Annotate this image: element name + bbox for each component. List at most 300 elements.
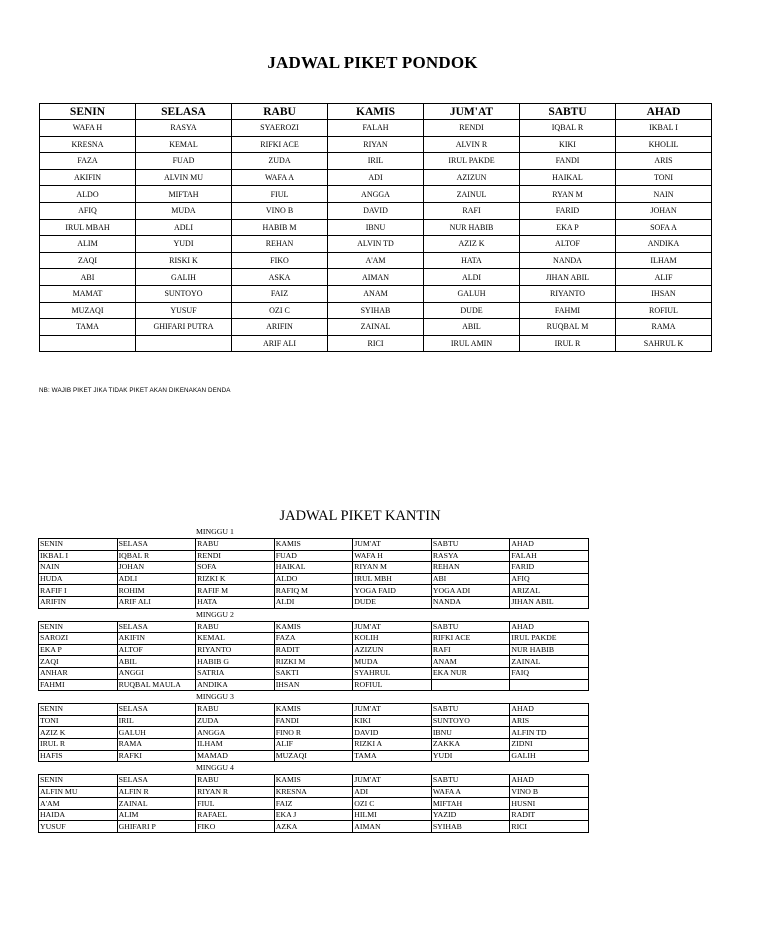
table-cell: NANDA (520, 252, 616, 269)
table-cell: ARIF ALI (117, 596, 196, 608)
table-cell: HAIDA (39, 809, 118, 821)
table-cell: ILHAM (196, 738, 275, 750)
table-cell: ANGGA (328, 186, 424, 203)
table-cell: JUM'AT (353, 704, 432, 716)
table-row (40, 202, 712, 219)
table-cell: SYIHAB (431, 821, 510, 833)
table-cell: MUZAQI (274, 750, 353, 762)
table-cell: ZAINUL (424, 186, 520, 203)
table-cell: ALVIN R (424, 136, 520, 153)
table-cell: AZIZ K (424, 236, 520, 253)
table-cell: FUAD (274, 550, 353, 562)
table-row (39, 539, 589, 551)
table-cell: TAMA (353, 750, 432, 762)
table-cell: RUQBAL MAULA (117, 679, 196, 691)
table-cell: ASKA (232, 269, 328, 286)
table-cell: KHOLIL (616, 136, 712, 153)
table-cell: FIKO (232, 252, 328, 269)
table-cell: FINO R (274, 727, 353, 739)
table-cell: IKBAL I (616, 120, 712, 137)
table-cell: RIFKI ACE (431, 633, 510, 645)
table-cell: AKIFIN (117, 633, 196, 645)
table-cell: SATRIA (196, 667, 275, 679)
table-cell: ROHIM (117, 585, 196, 597)
table-cell: IRUL MBH (353, 573, 432, 585)
table-row (39, 679, 589, 691)
table-cell: YUSUF (136, 302, 232, 319)
table-cell: AIMAN (328, 269, 424, 286)
table-row (39, 633, 589, 645)
table-cell: KEMAL (136, 136, 232, 153)
table-cell: YOGA ADI (431, 585, 510, 597)
table-cell: HAIKAL (520, 169, 616, 186)
table-cell: DAVID (328, 202, 424, 219)
pondok-header-row (40, 104, 712, 120)
table-cell: ADLI (136, 219, 232, 236)
table-cell (136, 335, 232, 352)
table-row (39, 821, 589, 833)
table-cell: SAROZI (39, 633, 118, 645)
table-row (39, 573, 589, 585)
table-cell: SAHRUL K (616, 335, 712, 352)
table-cell: WAFA H (40, 120, 136, 137)
table-cell: ZAKKA (431, 738, 510, 750)
table-cell: VINO B (232, 202, 328, 219)
table-row (39, 727, 589, 739)
table-cell: RAMA (616, 319, 712, 336)
table-cell: RAFI (431, 644, 510, 656)
table-cell: HABIB M (232, 219, 328, 236)
table-cell: ANHAR (39, 667, 118, 679)
table-cell: JIHAN ABIL (510, 596, 589, 608)
table-cell: TONI (39, 715, 118, 727)
table-row (39, 644, 589, 656)
table-cell: MAMAD (196, 750, 275, 762)
table-cell: FIKO (196, 821, 275, 833)
table-cell: WAFA H (353, 550, 432, 562)
table-cell: GHIFARI PUTRA (136, 319, 232, 336)
table-row (39, 704, 589, 716)
table-cell: RIZKI K (196, 573, 275, 585)
day-header: SENIN (40, 104, 136, 120)
table-row (40, 269, 712, 286)
table-cell: RIYAN R (196, 786, 275, 798)
table-cell: SELASA (117, 775, 196, 787)
table-cell: TONI (616, 169, 712, 186)
table-cell: ALDO (274, 573, 353, 585)
week-table (38, 703, 589, 762)
week-table (38, 538, 589, 609)
table-row (39, 562, 589, 574)
table-cell: SABTU (431, 621, 510, 633)
table-cell: AZIZUN (353, 644, 432, 656)
table-cell: RIYANTO (196, 644, 275, 656)
table-cell: AIMAN (353, 821, 432, 833)
table-cell: IKBAL I (39, 550, 118, 562)
day-header: KAMIS (328, 104, 424, 120)
table-cell: RISKI K (136, 252, 232, 269)
table-cell: KOLIH (353, 633, 432, 645)
table-cell: JIHAN ABIL (520, 269, 616, 286)
table-cell: ALTOF (520, 236, 616, 253)
table-cell: IRIL (117, 715, 196, 727)
table-cell: FAIZ (232, 285, 328, 302)
table-cell: HATA (196, 596, 275, 608)
table-cell: SELASA (117, 539, 196, 551)
table-cell: SABTU (431, 775, 510, 787)
table-cell: ABIL (424, 319, 520, 336)
table-cell: MUDA (353, 656, 432, 668)
table-cell: ALFIN MU (39, 786, 118, 798)
table-cell: AHAD (510, 539, 589, 551)
table-cell: SABTU (431, 704, 510, 716)
table-cell: ALIF (274, 738, 353, 750)
table-cell: ALDO (40, 186, 136, 203)
table-cell: HABIB G (196, 656, 275, 668)
table-row (39, 596, 589, 608)
table-cell: IBNU (431, 727, 510, 739)
table-cell: IBNU (328, 219, 424, 236)
table-cell: DAVID (353, 727, 432, 739)
table-row (40, 302, 712, 319)
table-row (39, 786, 589, 798)
table-cell: KAMIS (274, 539, 353, 551)
table-cell: ZUDA (232, 153, 328, 170)
table-cell: SYAHRUL (353, 667, 432, 679)
table-cell: AKIFIN (40, 169, 136, 186)
table-cell: FAIZ (274, 798, 353, 810)
table-cell: RABU (196, 704, 275, 716)
table-cell: ABIL (117, 656, 196, 668)
table-cell: SELASA (117, 621, 196, 633)
table-cell: NUR HABIB (424, 219, 520, 236)
table-cell: SELASA (117, 704, 196, 716)
table-cell: ALIF (616, 269, 712, 286)
table-cell (431, 679, 510, 691)
table-cell: ZAQI (39, 656, 118, 668)
table-cell: RIFKI ACE (232, 136, 328, 153)
table-cell: SOFA A (616, 219, 712, 236)
table-cell: ANAM (431, 656, 510, 668)
table-cell: KAMIS (274, 621, 353, 633)
table-row (40, 136, 712, 153)
table-cell: GALUH (117, 727, 196, 739)
table-cell: AHAD (510, 621, 589, 633)
table-cell: ANAM (328, 285, 424, 302)
table-cell: IQBAL R (520, 120, 616, 137)
table-cell: HUDA (39, 573, 118, 585)
table-cell: ALIM (117, 809, 196, 821)
table-cell: RYAN M (520, 186, 616, 203)
table-cell: RASYA (136, 120, 232, 137)
table-cell: JOHAN (117, 562, 196, 574)
table-cell: FAHMI (520, 302, 616, 319)
table-cell: RUQBAL M (520, 319, 616, 336)
table-cell: ROFIUL (616, 302, 712, 319)
table-cell: FALAH (510, 550, 589, 562)
table-cell: FUAD (136, 153, 232, 170)
table-cell: KIKI (520, 136, 616, 153)
table-cell: YOGA FAID (353, 585, 432, 597)
week-table (38, 774, 589, 833)
table-cell: SOFA (196, 562, 275, 574)
table-cell: ARIS (510, 715, 589, 727)
table-cell: YUDI (136, 236, 232, 253)
table-cell: ARIFIN (39, 596, 118, 608)
table-cell: ALDI (274, 596, 353, 608)
table-cell: EKA P (39, 644, 118, 656)
table-row (39, 621, 589, 633)
table-cell: ADLI (117, 573, 196, 585)
table-cell: ANGGA (196, 727, 275, 739)
table-cell: IRUL AMIN (424, 335, 520, 352)
table-cell: ROFIUL (353, 679, 432, 691)
table-cell: DUDE (353, 596, 432, 608)
table-cell: AFIQ (510, 573, 589, 585)
table-cell: MIFTAH (431, 798, 510, 810)
pondok-title: JADWAL PIKET PONDOK (267, 53, 478, 72)
table-cell: FAZA (40, 153, 136, 170)
table-cell: KRESNA (274, 786, 353, 798)
table-cell: OZI C (232, 302, 328, 319)
table-cell: AZIZUN (424, 169, 520, 186)
table-cell: SAKTI (274, 667, 353, 679)
table-cell: ADI (353, 786, 432, 798)
table-cell: KIKI (353, 715, 432, 727)
table-cell: HILMI (353, 809, 432, 821)
table-row (39, 550, 589, 562)
table-cell: KEMAL (196, 633, 275, 645)
table-cell: IRUL R (520, 335, 616, 352)
week-label: MINGGU 3 (196, 692, 234, 702)
table-cell: HATA (424, 252, 520, 269)
table-cell: SENIN (39, 775, 118, 787)
table-row (39, 750, 589, 762)
table-cell: GALIH (510, 750, 589, 762)
table-cell: ZAINAL (510, 656, 589, 668)
table-cell: RIYANTO (520, 285, 616, 302)
table-cell: RICI (510, 821, 589, 833)
table-cell: JOHAN (616, 202, 712, 219)
table-cell: FAZA (274, 633, 353, 645)
table-cell: ZUDA (196, 715, 275, 727)
table-cell: EKA J (274, 809, 353, 821)
table-cell: WAFA A (431, 786, 510, 798)
table-cell (510, 679, 589, 691)
table-cell: NAIN (39, 562, 118, 574)
kantin-title: JADWAL PIKET KANTIN (279, 508, 441, 524)
table-cell: REHAN (232, 236, 328, 253)
table-cell: RAFAEL (196, 809, 275, 821)
table-cell: IRUL R (39, 738, 118, 750)
table-cell: ALVIN TD (328, 236, 424, 253)
week-label: MINGGU 2 (196, 609, 234, 619)
table-cell: ALVIN MU (136, 169, 232, 186)
table-cell: FANDI (274, 715, 353, 727)
pondok-schedule-table (39, 103, 712, 352)
table-cell: ALFIN R (117, 786, 196, 798)
table-cell: RIYAN (328, 136, 424, 153)
table-cell: ARIZAL (510, 585, 589, 597)
table-cell: IRUL MBAH (40, 219, 136, 236)
table-cell: WAFA A (232, 169, 328, 186)
table-cell: ZAQI (40, 252, 136, 269)
table-cell: IQBAL R (117, 550, 196, 562)
table-cell: AZKA (274, 821, 353, 833)
table-cell: ANDIKA (196, 679, 275, 691)
day-header: SABTU (520, 104, 616, 120)
table-row (39, 656, 589, 668)
table-cell: SYIHAB (328, 302, 424, 319)
table-cell: FAIQ (510, 667, 589, 679)
table-row (39, 667, 589, 679)
table-cell: ALTOF (117, 644, 196, 656)
table-cell: A'AM (39, 798, 118, 810)
table-row (39, 809, 589, 821)
table-cell: RENDI (424, 120, 520, 137)
day-header: RABU (232, 104, 328, 120)
table-cell: KRESNA (40, 136, 136, 153)
table-cell: OZI C (353, 798, 432, 810)
table-cell: YUSUF (39, 821, 118, 833)
table-cell: SENIN (39, 539, 118, 551)
table-cell: HAFIS (39, 750, 118, 762)
week-label: MINGGU 4 (196, 763, 234, 773)
table-cell: ANGGI (117, 667, 196, 679)
table-cell: RAFIF I (39, 585, 118, 597)
table-cell: SABTU (431, 539, 510, 551)
table-row (40, 120, 712, 137)
table-cell: ILHAM (616, 252, 712, 269)
table-row (39, 775, 589, 787)
table-cell: EKA NUR (431, 667, 510, 679)
table-cell: YUDI (431, 750, 510, 762)
table-cell: AFIQ (40, 202, 136, 219)
table-cell: AHAD (510, 704, 589, 716)
table-cell: RABU (196, 775, 275, 787)
table-cell: RIZKI M (274, 656, 353, 668)
day-header: SELASA (136, 104, 232, 120)
table-cell: JUM'AT (353, 539, 432, 551)
table-cell: RIYAN M (353, 562, 432, 574)
table-row (40, 285, 712, 302)
week-label: MINGGU 1 (196, 527, 234, 536)
table-cell: SUNTOYO (431, 715, 510, 727)
table-cell: FIUL (232, 186, 328, 203)
table-row (39, 715, 589, 727)
table-cell: ALDI (424, 269, 520, 286)
table-cell: RIZKI A (353, 738, 432, 750)
table-cell: GALIH (136, 269, 232, 286)
table-cell: RICI (328, 335, 424, 352)
table-cell: ZAINAL (328, 319, 424, 336)
table-row (40, 219, 712, 236)
table-cell: RENDI (196, 550, 275, 562)
table-cell: SENIN (39, 621, 118, 633)
table-cell: RAFIQ M (274, 585, 353, 597)
table-cell: ALFIN TD (510, 727, 589, 739)
table-cell: ALIM (40, 236, 136, 253)
table-cell: RADIT (274, 644, 353, 656)
week-table (38, 621, 589, 692)
table-cell (40, 335, 136, 352)
table-cell: RAFIF M (196, 585, 275, 597)
table-row (40, 335, 712, 352)
table-cell: RAFKI (117, 750, 196, 762)
table-row (40, 186, 712, 203)
table-row (40, 252, 712, 269)
table-cell: ABI (431, 573, 510, 585)
day-header: JUM'AT (424, 104, 520, 120)
table-cell: ARIFIN (232, 319, 328, 336)
table-cell: IRIL (328, 153, 424, 170)
table-row (39, 738, 589, 750)
table-cell: SUNTOYO (136, 285, 232, 302)
table-cell: JUM'AT (353, 775, 432, 787)
table-cell: NAIN (616, 186, 712, 203)
table-row (39, 585, 589, 597)
table-cell: FIUL (196, 798, 275, 810)
day-header: AHAD (616, 104, 712, 120)
table-cell: IRUL PAKDE (424, 153, 520, 170)
table-cell: RAFI (424, 202, 520, 219)
table-cell: FANDI (520, 153, 616, 170)
table-cell: A'AM (328, 252, 424, 269)
table-cell: GHIFARI P (117, 821, 196, 833)
table-cell: ZIDNI (510, 738, 589, 750)
table-row (40, 319, 712, 336)
table-cell: RAMA (117, 738, 196, 750)
pondok-header (40, 104, 712, 120)
table-cell: RADIT (510, 809, 589, 821)
table-cell: TAMA (40, 319, 136, 336)
table-cell: ADI (328, 169, 424, 186)
table-cell: MAMAT (40, 285, 136, 302)
table-cell: DUDE (424, 302, 520, 319)
table-cell: FARID (510, 562, 589, 574)
table-cell: NANDA (431, 596, 510, 608)
table-cell: EKA P (520, 219, 616, 236)
table-cell: RASYA (431, 550, 510, 562)
table-cell: KAMIS (274, 704, 353, 716)
table-cell: VINO B (510, 786, 589, 798)
table-cell: IHSAN (616, 285, 712, 302)
table-cell: AZIZ K (39, 727, 118, 739)
table-cell: FAHMI (39, 679, 118, 691)
table-cell: GALUH (424, 285, 520, 302)
table-cell: SYAEROZI (232, 120, 328, 137)
table-cell: AHAD (510, 775, 589, 787)
table-cell: RABU (196, 621, 275, 633)
table-cell: REHAN (431, 562, 510, 574)
table-cell: ANDIKA (616, 236, 712, 253)
table-cell: ZAINAL (117, 798, 196, 810)
table-cell: MUZAQI (40, 302, 136, 319)
table-cell: IRUL PAKDE (510, 633, 589, 645)
table-row (39, 798, 589, 810)
table-row (40, 153, 712, 170)
table-cell: MUDA (136, 202, 232, 219)
table-cell: ABI (40, 269, 136, 286)
table-cell: JUM'AT (353, 621, 432, 633)
table-cell: HAIKAL (274, 562, 353, 574)
table-cell: MIFTAH (136, 186, 232, 203)
table-cell: HUSNI (510, 798, 589, 810)
table-cell: FALAH (328, 120, 424, 137)
pondok-body (40, 120, 712, 352)
table-row (40, 169, 712, 186)
kantin-schedule (38, 526, 589, 833)
